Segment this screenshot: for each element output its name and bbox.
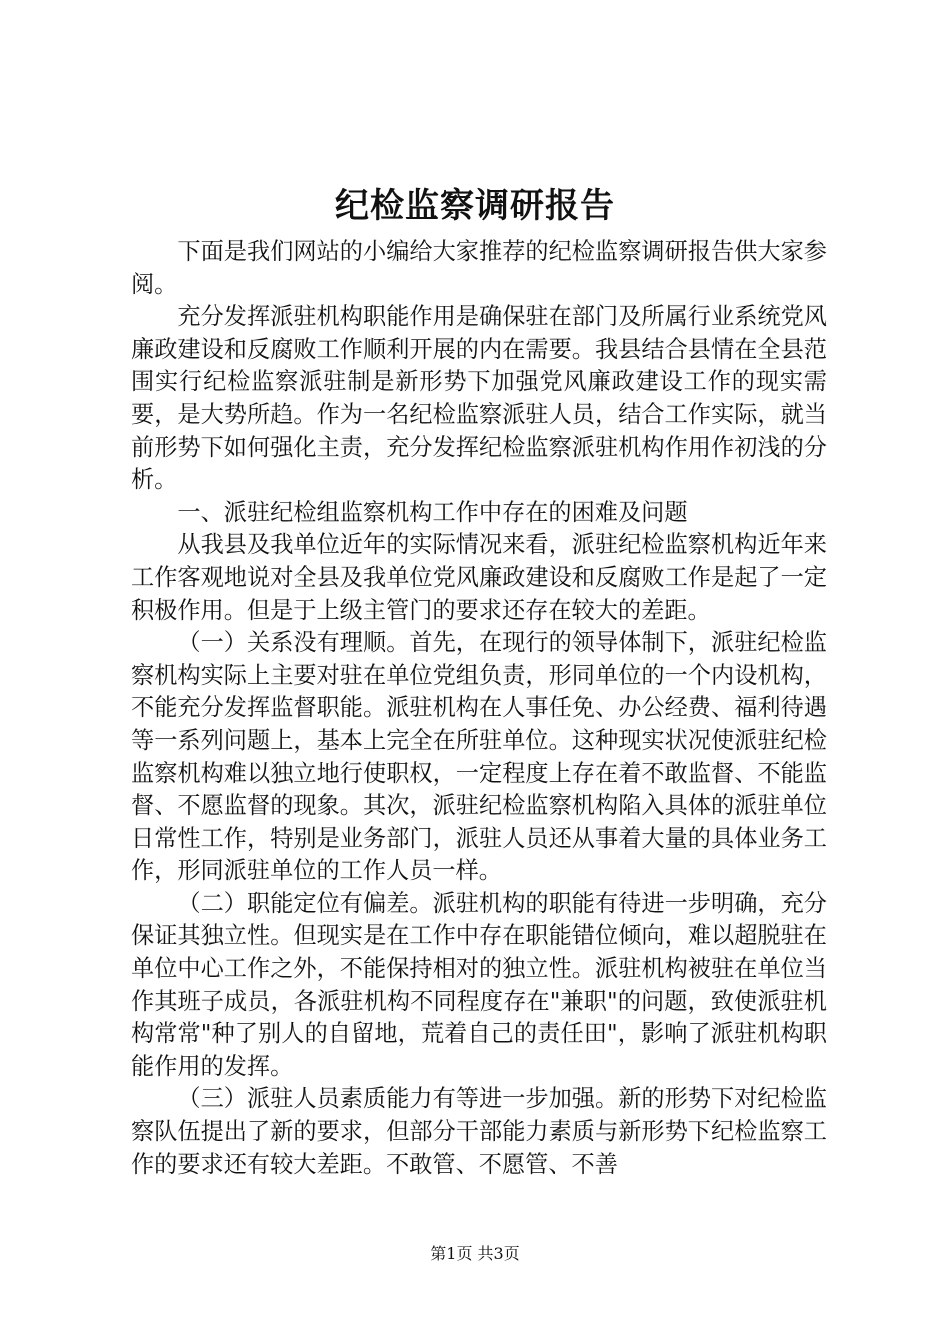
- paragraph-intro: 下面是我们网站的小编给大家推荐的纪检监察调研报告供大家参阅。: [131, 238, 827, 298]
- page-number-footer: 第1页 共3页: [430, 1244, 520, 1263]
- document-title: 纪检监察调研报告: [335, 186, 615, 226]
- paragraph-item-3: （三）派驻人员素质能力有等进一步加强。新的形势下对纪检监察队伍提出了新的要求，但部分干部能力素质与新形势下纪检监察工作的要求还有较大差距。不敢管、不愿管、不善: [131, 1085, 827, 1178]
- paragraph-item-2: （二）职能定位有偏差。派驻机构的职能有待进一步明确，充分保证其独立性。但现实是在工作中存在职能错位倾向，难以超脱驻在单位中心工作之外，不能保持相对的独立性。派驻机构被驻在单位当作其班子成员，各派驻机构不同程度存在"兼职"的问题，致使派驻机构常常"种了别人的自留地，荒着自己的责任田"，影响了派驻机构职能作用的发挥。: [131, 889, 827, 1080]
- paragraph-item-1: （一）关系没有理顺。首先，在现行的领导体制下，派驻纪检监察机构实际上主要对驻在单位党组负责，形同单位的一个内设机构，不能充分发挥监督职能。派驻机构在人事任免、办公经费、福利待遇等一系列问题上，基本上完全在所驻单位。这种现实状况使派驻纪检监察机构难以独立地行使职权，一定程度上存在着不敢监督、不能监督、不愿监督的现象。其次，派驻纪检监察机构陷入具体的派驻单位日常性工作，特别是业务部门，派驻人员还从事着大量的具体业务工作，形同派驻单位的工作人员一样。: [131, 629, 827, 885]
- paragraph-situation: 从我县及我单位近年的实际情况来看，派驻纪检监察机构近年来工作客观地说对全县及我单位党风廉政建设和反腐败工作是起了一定积极作用。但是于上级主管门的要求还存在较大的差距。: [131, 531, 827, 624]
- paragraph-overview: 充分发挥派驻机构职能作用是确保驻在部门及所属行业系统党风廉政建设和反腐败工作顺利开展的内在需要。我县结合县情在全县范围实行纪检监察派驻制是新形势下加强党风廉政建设工作的现实需要，是大势所趋。作为一名纪检监察派驻人员，结合工作实际，就当前形势下如何强化主责，充分发挥纪检监察派驻机构作用作初浅的分析。: [131, 303, 827, 494]
- section-heading-problems: 一、派驻纪检组监察机构工作中存在的困难及问题: [177, 498, 688, 526]
- document-body: [131, 236, 827, 1181]
